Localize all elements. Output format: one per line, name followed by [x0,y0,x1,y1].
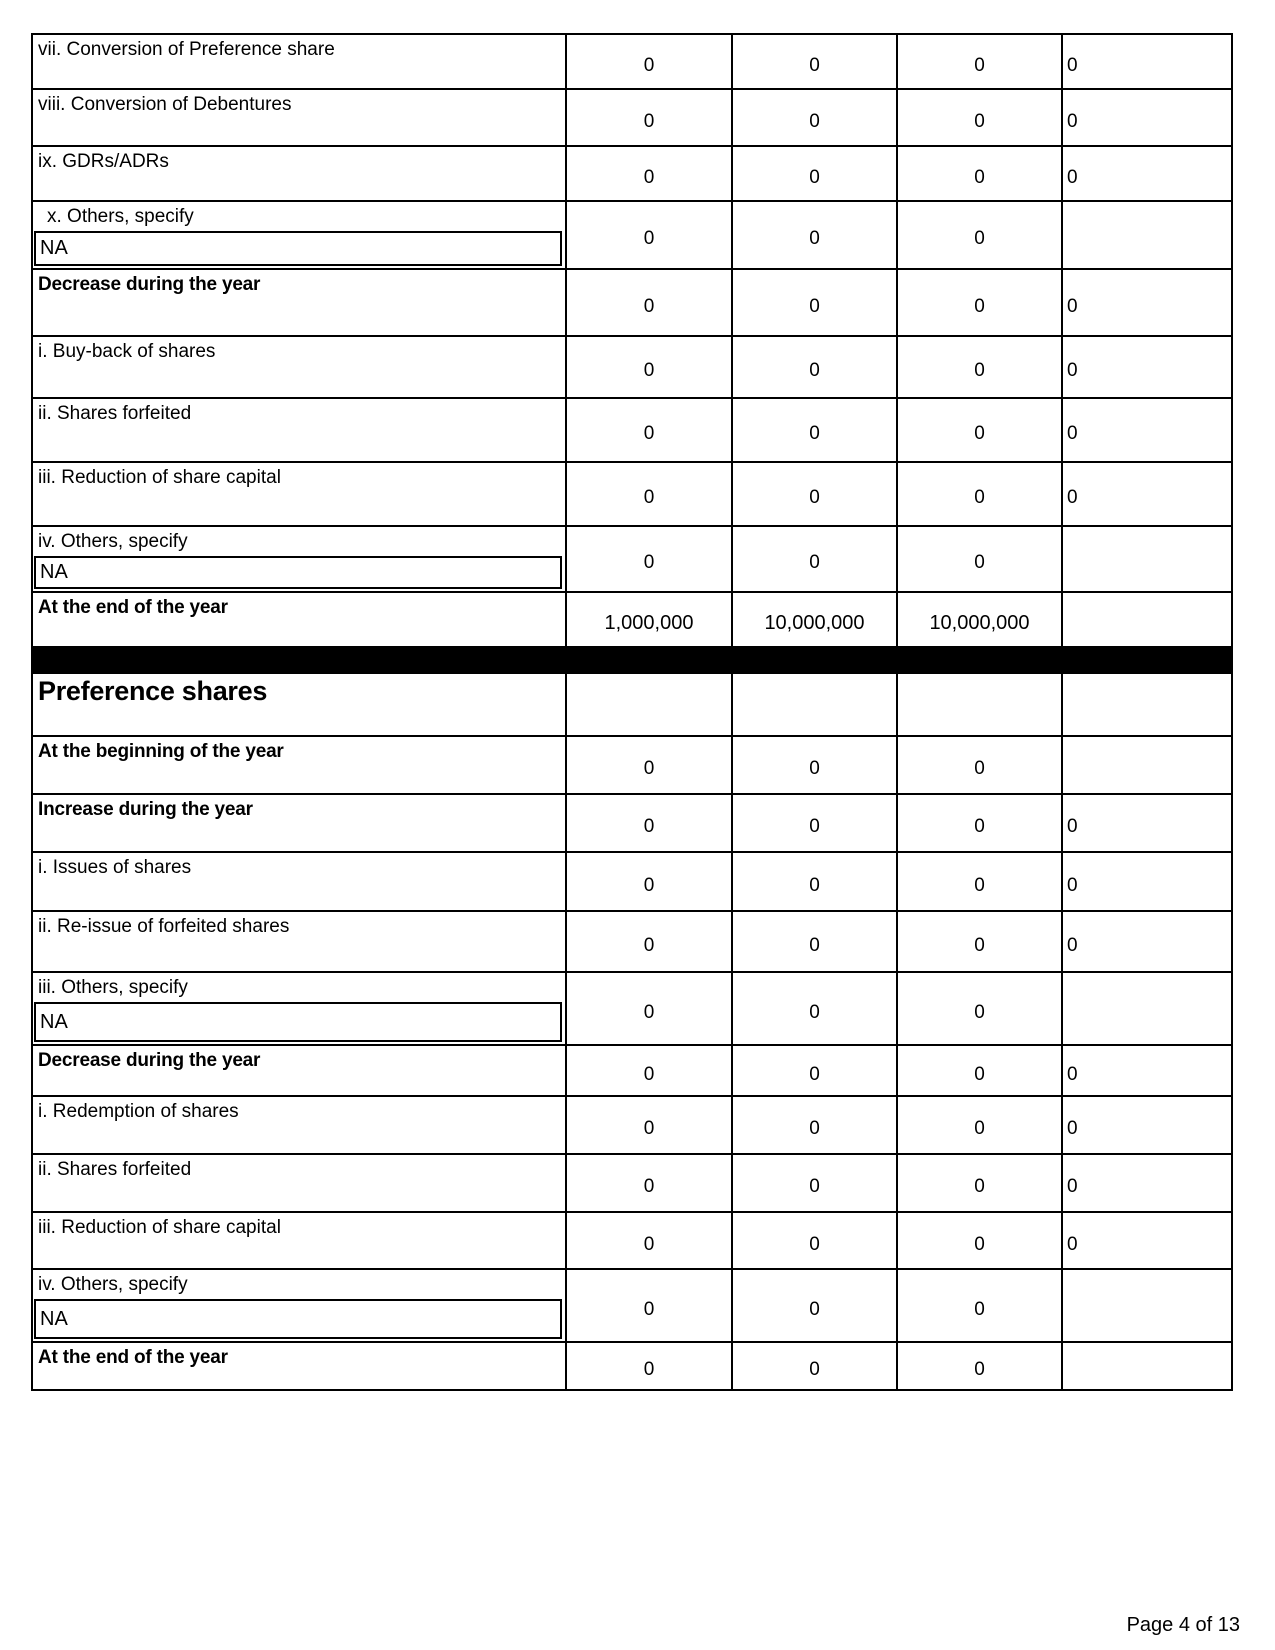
table-row [33,973,1231,1046]
cell-value: 0 [567,270,733,335]
cell-value: 0 [567,527,733,591]
cell-value: 0 [733,973,898,1044]
table-row [33,202,1231,270]
cell-value [1063,674,1231,735]
cell-value: 0 [567,973,733,1044]
table-row [33,795,1231,853]
cell-value: 0 [733,35,898,88]
cell-value: 0 [567,853,733,910]
cell-value: 0 [567,147,733,200]
cell-value: 0 [1067,166,1078,188]
cell-value: 0 [733,202,898,268]
cell-value: 0 [567,90,733,145]
cell-value: 0 [898,853,1063,910]
cell-value: 0 [733,1097,898,1153]
table-row [33,337,1231,399]
table-row [33,270,1231,337]
table-row [33,1155,1231,1213]
cell-value: 0 [733,737,898,793]
cell-value: 0 [733,1213,898,1268]
row-label: ii. Re-issue of forfeited shares [33,912,567,971]
cell-value: 0 [898,270,1063,335]
cell-value: 0 [733,270,898,335]
cell-value: 0 [1067,1233,1078,1255]
cell-value: 0 [1067,934,1078,956]
row-label: ii. Shares forfeited [33,399,567,461]
row-label: i. Buy-back of shares [33,337,567,397]
cell-value: 0 [1067,295,1078,317]
cell-value [1063,202,1231,268]
cell-value: 0 [733,399,898,461]
row-label [33,973,567,1044]
cell-value: 0 [898,1155,1063,1211]
cell-value: 0 [1067,54,1078,76]
cell-value: 0 [898,147,1063,200]
row-label: viii. Conversion of Debentures [33,90,567,145]
cell-value: 0 [733,1270,898,1341]
cell-value [1063,527,1231,591]
cell-value: 0 [1067,423,1078,444]
row-label-text: iv. Others, specify [38,1274,188,1295]
table-row [33,1213,1231,1270]
cell-value: 0 [1067,874,1078,896]
cell-value: 0 [898,1343,1063,1389]
others-specify-input[interactable]: NA [34,556,562,589]
row-label: At the beginning of the year [33,737,567,793]
row-label-text: iii. Others, specify [38,977,188,998]
cell-value: 0 [733,912,898,971]
cell-value: 0 [898,1046,1063,1095]
cell-value: 0 [1067,487,1078,508]
cell-value: 10,000,000 [898,593,1063,646]
cell-value: 0 [733,463,898,525]
cell-value: 0 [733,795,898,851]
row-label: vii. Conversion of Preference share [33,35,567,88]
cell-value [733,674,898,735]
table-row [33,1343,1231,1389]
cell-value: 0 [733,527,898,591]
table-row [33,853,1231,912]
cell-value: 0 [567,399,733,461]
table-row [33,399,1231,463]
others-specify-input[interactable]: NA [34,1002,562,1042]
cell-value: 0 [1067,110,1078,132]
others-specify-input[interactable]: NA [34,231,562,266]
row-label: Decrease during the year [33,1046,567,1095]
cell-value [1063,1343,1231,1389]
row-label: iii. Reduction of share capital [33,1213,567,1268]
cell-value: 0 [567,1213,733,1268]
cell-value [1063,1270,1231,1341]
table-row [33,737,1231,795]
row-label: Increase during the year [33,795,567,851]
cell-value: 0 [567,1046,733,1095]
row-label: At the end of the year [33,1343,567,1389]
row-label: ii. Shares forfeited [33,1155,567,1211]
section-separator-bar [33,648,1231,674]
cell-value: 0 [567,1343,733,1389]
cell-value: 0 [1067,1063,1078,1085]
cell-value: 0 [898,35,1063,88]
cell-value: 0 [898,399,1063,461]
cell-value [567,674,733,735]
cell-value: 0 [733,337,898,397]
cell-value: 0 [567,1155,733,1211]
cell-value: 0 [1067,1118,1078,1139]
cell-value: 0 [898,973,1063,1044]
table-row [33,463,1231,527]
row-label: i. Redemption of shares [33,1097,567,1153]
table-row [33,35,1231,90]
cell-value: 0 [567,795,733,851]
cell-value: 0 [567,202,733,268]
cell-value: 0 [567,737,733,793]
cell-value [898,674,1063,735]
row-label: Decrease during the year [33,270,567,335]
cell-value: 0 [898,1097,1063,1153]
cell-value: 0 [733,90,898,145]
cell-value [1063,593,1231,646]
row-label-text: x. Others, specify [47,206,194,227]
table-row [33,147,1231,202]
cell-value: 0 [898,1213,1063,1268]
table-row [33,593,1231,648]
row-label: ix. GDRs/ADRs [33,147,567,200]
row-label-text: iv. Others, specify [38,531,188,552]
cell-value: 0 [898,337,1063,397]
row-label: iii. Reduction of share capital [33,463,567,525]
cell-value: 0 [733,147,898,200]
cell-value: 0 [1067,360,1078,381]
section-title: Preference shares [33,674,567,735]
table-row [33,1046,1231,1097]
cell-value: 0 [898,912,1063,971]
cell-value: 0 [567,912,733,971]
row-label [33,1270,567,1341]
cell-value: 10,000,000 [733,593,898,646]
cell-value: 0 [898,463,1063,525]
cell-value: 0 [1067,816,1078,837]
section-header-row [33,674,1231,737]
table-row [33,1270,1231,1343]
row-label [33,527,567,591]
cell-value: 0 [898,1270,1063,1341]
row-label: i. Issues of shares [33,853,567,910]
table-row [33,90,1231,147]
table-row [33,527,1231,593]
table-row [33,912,1231,973]
row-label [33,202,567,268]
cell-value [1063,737,1231,793]
others-specify-input[interactable]: NA [34,1299,562,1339]
cell-value [1063,973,1231,1044]
cell-value: 0 [1067,1176,1078,1197]
cell-value: 0 [567,35,733,88]
cell-value: 0 [733,1343,898,1389]
cell-value: 0 [898,795,1063,851]
cell-value: 0 [898,527,1063,591]
cell-value: 0 [898,737,1063,793]
cell-value: 0 [567,337,733,397]
cell-value: 0 [733,1046,898,1095]
share-capital-table [31,33,1233,1391]
page-number: Page 4 of 13 [1126,1614,1240,1636]
cell-value: 0 [898,90,1063,145]
cell-value: 0 [733,1155,898,1211]
cell-value: 0 [567,463,733,525]
cell-value: 0 [733,853,898,910]
row-label: At the end of the year [33,593,567,646]
cell-value: 1,000,000 [567,593,733,646]
cell-value: 0 [567,1097,733,1153]
table-row [33,1097,1231,1155]
cell-value: 0 [898,202,1063,268]
cell-value: 0 [567,1270,733,1341]
